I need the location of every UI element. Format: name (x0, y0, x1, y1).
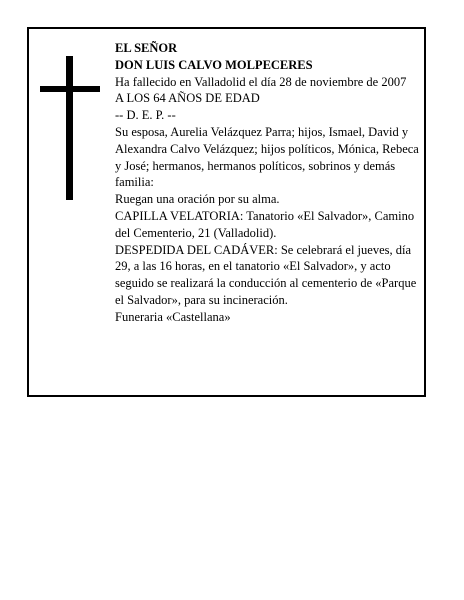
cross-horizontal-bar (40, 86, 100, 92)
wake-info: CAPILLA VELATORIA: Tanatorio «El Salvador», Camino del Cementerio, 21 (Valladolid). (115, 208, 415, 240)
family-line: Su esposa, Aurelia Velázquez Parra; hijos, Ismael, David y Alexandra Calvo Velázquez; hijos políticos, Mónica, Rebeca y José; hermanos, hermanos políticos, sobrinos y demás familia: (115, 124, 419, 190)
cross-vertical-bar (66, 56, 73, 200)
rip-line: -- D. E. P. -- (115, 108, 176, 123)
age-line: A LOS 64 AÑOS DE EDAD (115, 91, 260, 106)
death-info: Ha fallecido en Valladolid el día 28 de noviembre de 2007 (115, 74, 407, 89)
farewell-info: DESPEDIDA DEL CADÁVER: Se celebrará el jueves, día 29, a las 16 horas, en el tanatorio «El Salvador», y acto seguido se realizará la conducción al cementerio de «Parque el Salvador», para su incineración. (115, 242, 417, 307)
cross-icon (40, 56, 100, 200)
prayer-line: Ruegan una oración por su alma. (115, 192, 280, 207)
funeral-home: Funeraria «Castellana» (115, 309, 231, 324)
deceased-name: DON LUIS CALVO MOLPECERES (115, 57, 313, 72)
notice-text (115, 40, 423, 326)
notice-title: EL SEÑOR (115, 41, 178, 55)
obituary-notice (27, 27, 426, 397)
